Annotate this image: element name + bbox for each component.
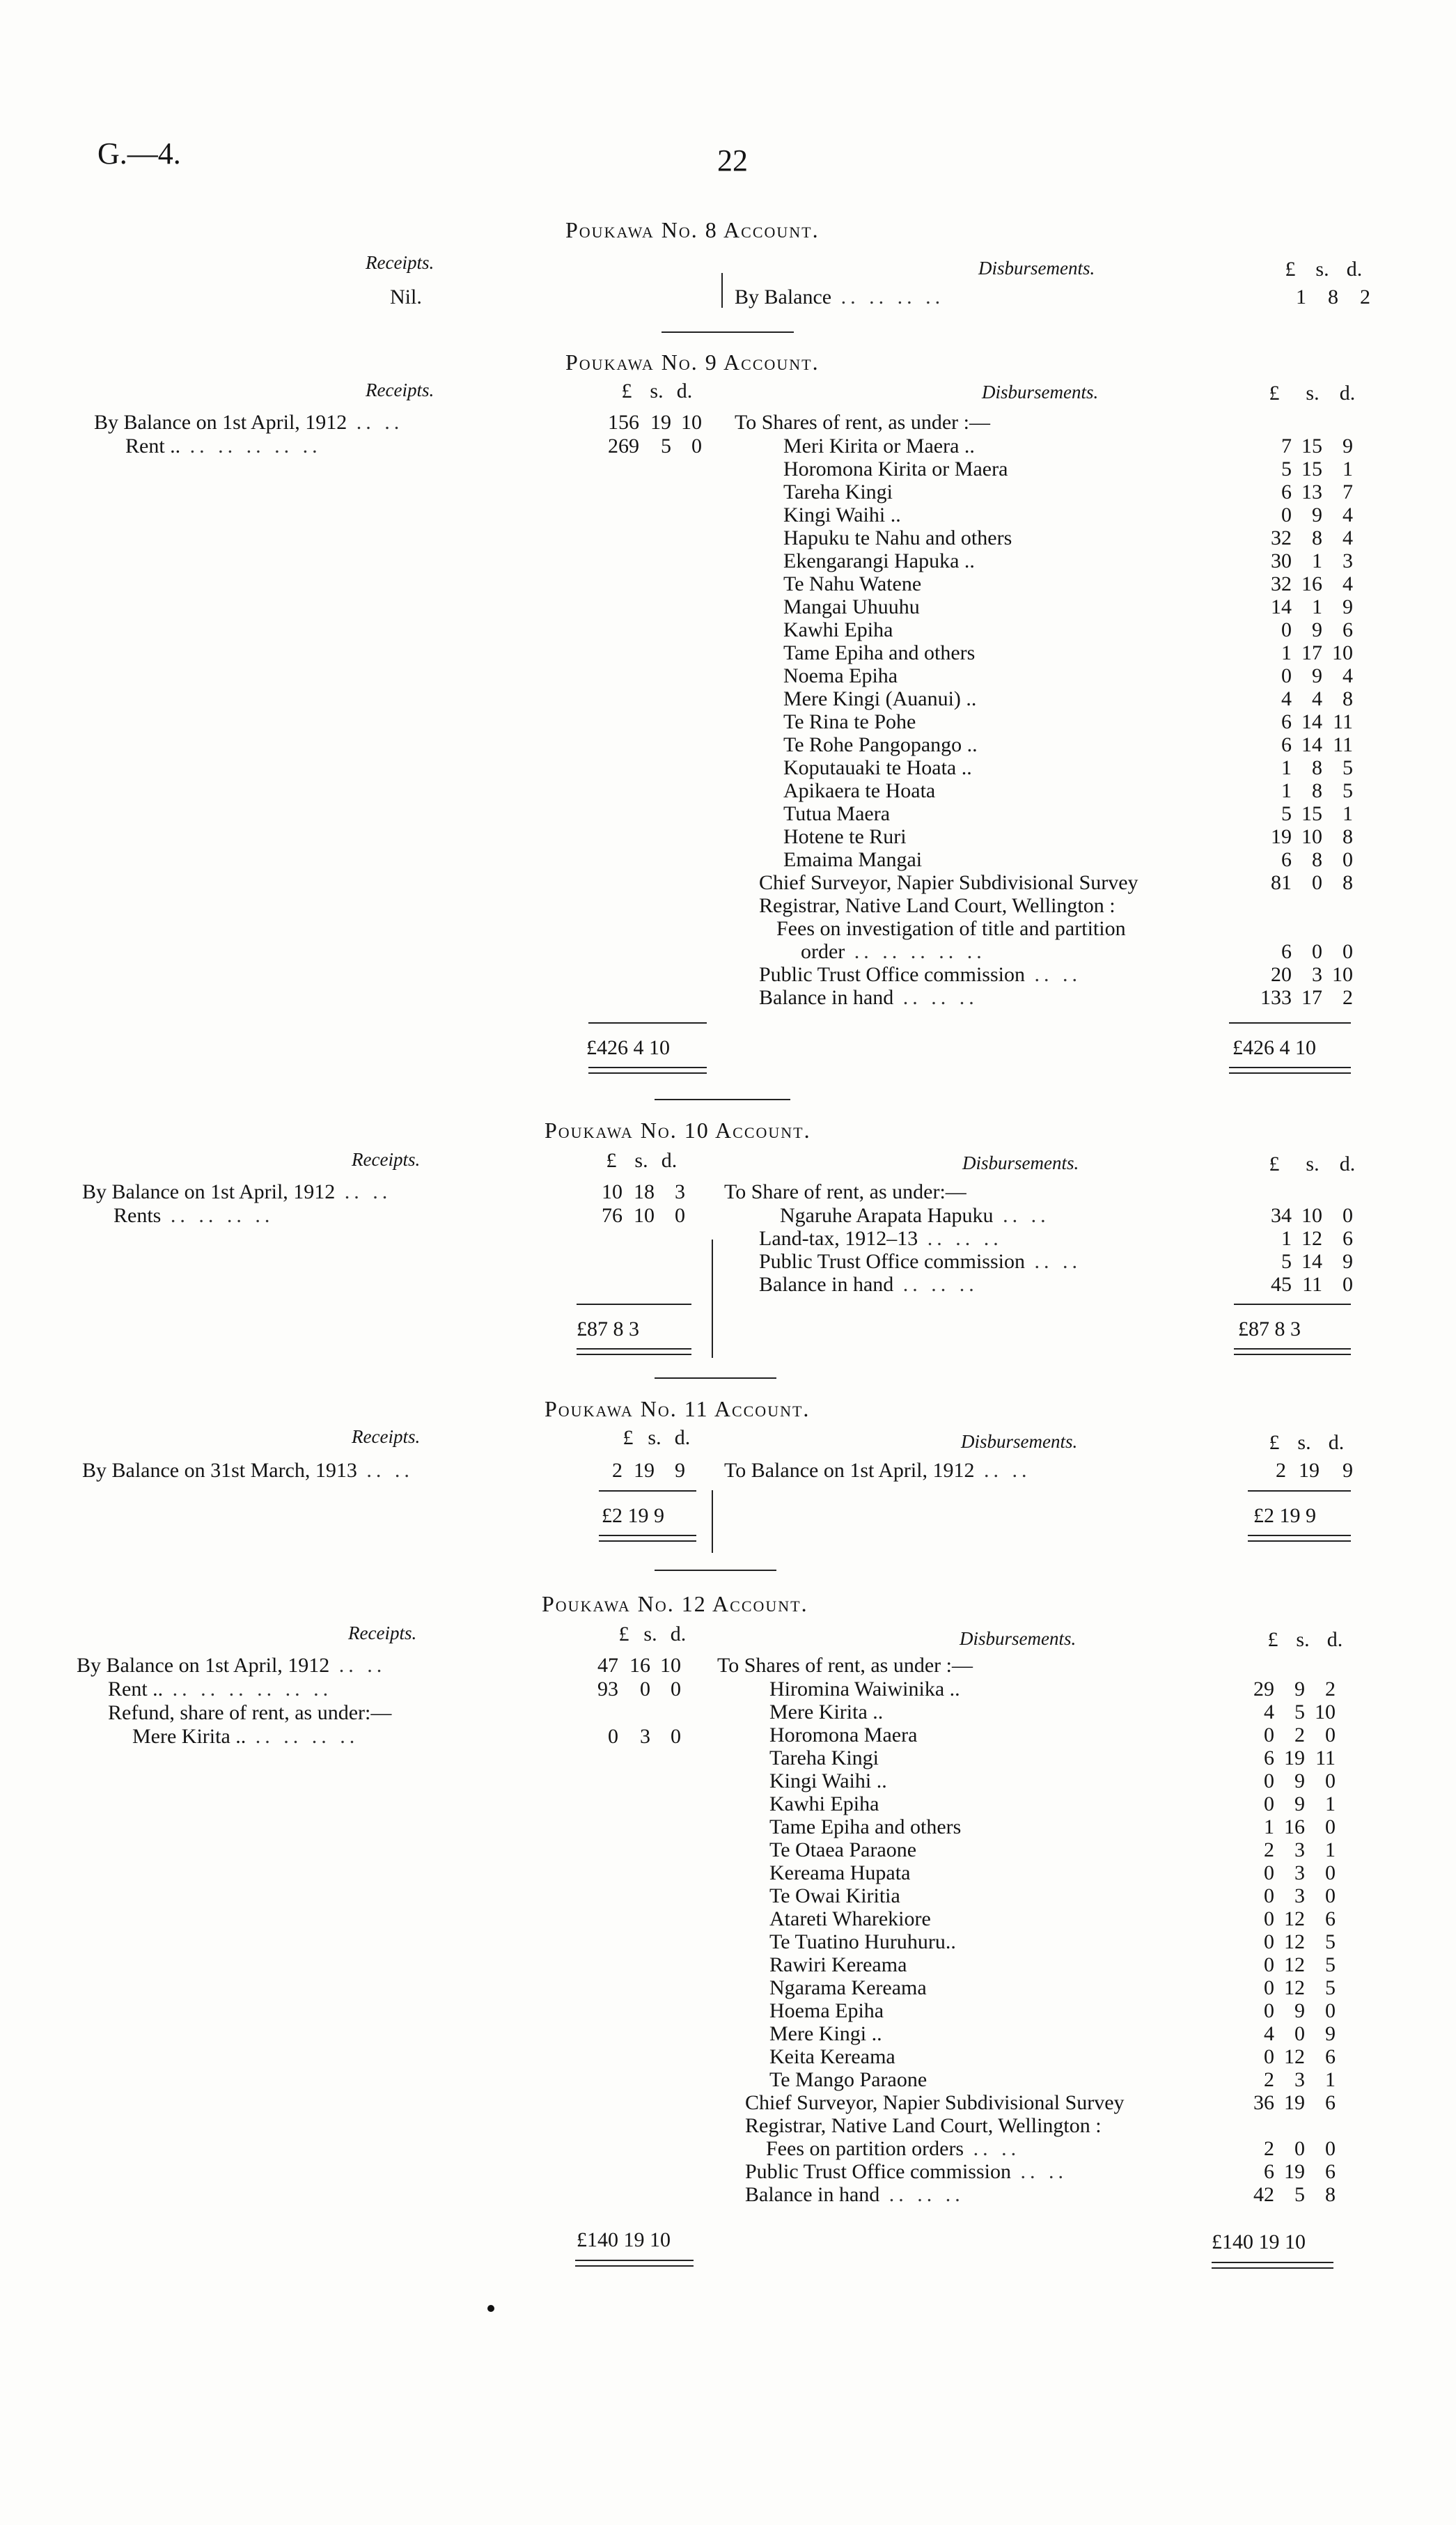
amount: 7 15 9 [1281,435,1353,458]
disbursement-line: Hapuku te Nahu and others [783,526,1012,549]
amount: 5 15 1 [1281,458,1353,480]
amount: 0 3 0 [1264,1884,1336,1907]
disbursement-list [783,435,1012,871]
disbursement-line: To Balance on 1st April, 1912 .. .. [724,1459,1031,1482]
money-header: £ s. d. [1267,1628,1343,1651]
disbursement-line: Kawhi Epiha [769,1792,879,1815]
disbursement-line: Kingi Waihi .. [783,503,901,526]
amount: 6 19 11 [1264,1746,1336,1769]
amount: 14 1 9 [1271,595,1353,618]
amount: 2 19 9 [612,1459,685,1482]
amount: 2 0 0 [1264,2137,1336,2160]
amount: 0 9 4 [1281,664,1353,687]
disbursement-line: Tareha Kingi [783,480,893,503]
amount: 32 8 4 [1271,526,1353,549]
disbursement-line: Hotene te Ruri [783,825,907,848]
amount: 0 2 0 [1264,1723,1336,1746]
amount: 34 10 0 [1271,1204,1353,1227]
amount: 4 4 8 [1281,687,1353,710]
money-header: £ s. d. [623,1426,691,1449]
balance-line: Balance in hand .. .. .. [759,1273,978,1296]
receipts-total: £426 4 10 [586,1036,670,1059]
amount: 93 0 0 [597,1678,681,1701]
amount: 76 10 0 [602,1204,685,1227]
receipts-list [94,411,403,458]
receipt-line: By Balance on 1st April, 1912 .. .. [77,1654,386,1677]
amount: 0 12 5 [1264,1930,1336,1953]
disbursement-heading: To Share of rent, as under:— [724,1180,966,1203]
disbursement-line: Hiromina Waiwinika .. [769,1678,960,1701]
registrar-line: Registrar, Native Land Court, Wellington : [745,2114,1102,2137]
amount: 2 3 1 [1264,2068,1336,2091]
money-header: £ s. d. [1269,382,1356,405]
amount: 42 5 8 [1253,2183,1336,2206]
ptoc-line: Public Trust Office commission .. .. [745,2160,1067,2183]
amount: 45 11 0 [1271,1273,1353,1296]
receipts-total: £87 8 3 [577,1318,639,1340]
money-header: £ s. d. [1269,1431,1345,1454]
amount: 1 8 2 [1296,286,1370,308]
balance-line: Balance in hand .. .. .. [759,986,978,1009]
disbursement-line: Keita Kereama [769,2045,895,2068]
amount: 30 1 3 [1271,549,1353,572]
money-header: £ s. d. [1285,258,1363,281]
disbursements-total: £140 19 10 [1212,2230,1306,2253]
amount: 1 12 6 [1281,1227,1353,1250]
disbursement-line: Tame Epiha and others [783,641,976,664]
amount: 0 9 0 [1264,1769,1336,1792]
ptoc-line: Public Trust Office commission .. .. [759,963,1081,986]
disbursement-line: Te Mango Paraone [769,2068,927,2091]
disbursement-line: Te Rohe Pangopango .. [783,733,978,756]
account-title: Poukawa No. 11 Account. [545,1396,811,1421]
receipt-line: Rent .. .. .. .. .. .. [125,435,322,458]
receipts-amounts [592,411,702,458]
amount: 6 8 0 [1281,848,1353,871]
amount: 81 0 8 [1271,871,1353,894]
ptoc-line: Public Trust Office commission .. .. [759,1250,1081,1273]
disbursement-line: Te Otaea Paraone [769,1838,917,1861]
disbursement-line: Noema Epiha [783,664,898,687]
disbursement-amounts [1232,1678,1336,2091]
amount: 0 12 6 [1264,1907,1336,1930]
disbursements-label: Disbursements. [978,258,1095,279]
chief-surveyor-line: Chief Surveyor, Napier Subdivisional Survey [745,2091,1125,2114]
disbursement-line: Tame Epiha and others [769,1815,962,1838]
receipts-label: Receipts. [352,1426,421,1447]
disbursement-line: Rawiri Kereama [769,1953,907,1976]
fees-line: Fees on investigation of title and partition [776,917,1126,940]
amount: 6 19 6 [1264,2160,1336,2183]
amount: 0 12 6 [1264,2045,1336,2068]
account-title: Poukawa No. 8 Account. [565,217,820,242]
receipts-list [82,1180,391,1228]
disbursement-line: Emaima Mangai [783,848,923,871]
disbursements-total: £2 19 9 [1253,1504,1316,1527]
receipts-amounts [575,1180,685,1228]
account-title: Poukawa No. 9 Account. [565,350,820,375]
disbursement-line: Te Tuatino Huruhuru.. [769,1930,956,1953]
receipts-total: £2 19 9 [602,1504,664,1527]
disbursement-line: Te Owai Kiritia [769,1884,900,1907]
registrar-line: Registrar, Native Land Court, Wellington : [759,894,1116,917]
receipt-line: Rent .. .. .. .. .. .. .. [108,1678,333,1701]
amount: 19 10 8 [1271,825,1353,848]
receipts-amounts [571,1654,681,1749]
disbursement-line: Koputauaki te Hoata .. [783,756,972,779]
disbursements-total: £87 8 3 [1238,1318,1301,1340]
amount: 2 3 1 [1264,1838,1336,1861]
disbursement-line: Kereama Hupata [769,1861,911,1884]
amount: 4 0 9 [1264,2022,1336,2045]
receipts-label: Receipts. [366,380,435,400]
amount: 133 17 2 [1260,986,1353,1009]
order-line: order .. .. .. .. .. [801,940,986,963]
disbursement-heading: To Shares of rent, as under :— [717,1654,973,1677]
money-header: £ s. d. [1269,1152,1356,1175]
disbursements-label: Disbursements. [961,1431,1078,1452]
amount: 5 14 9 [1281,1250,1353,1273]
page-number: 22 [717,143,748,178]
amount: 0 12 5 [1264,1953,1336,1976]
disbursement-line: Tareha Kingi [769,1746,879,1769]
amount: 2 19 9 [1276,1459,1353,1482]
landtax-line: Land-tax, 1912–13 .. .. .. [759,1227,1003,1250]
amount: 6 13 7 [1281,480,1353,503]
disbursement-line: Kingi Waihi .. [769,1769,887,1792]
account-title: Poukawa No. 12 Account. [542,1591,808,1616]
receipts-nil: Nil. [390,286,422,308]
disbursement-line: Ekengarangi Hapuka .. [783,549,975,572]
disbursement-line: Hoema Epiha [769,1999,884,2022]
disbursement-line: Mere Kirita .. [769,1701,884,1723]
disbursement-line: Kawhi Epiha [783,618,893,641]
amount: 29 9 2 [1253,1678,1336,1701]
disbursement-line: Meri Kirita or Maera .. [783,435,975,458]
amount: 156 19 10 [608,411,702,434]
receipts-label: Receipts. [352,1149,421,1170]
amount: 32 16 4 [1271,572,1353,595]
receipts-list [77,1654,391,1749]
refund-heading: Refund, share of rent, as under:— [108,1701,392,1724]
disbursement-line: Mere Kingi .. [769,2022,882,2045]
amount: 1 8 5 [1281,756,1353,779]
amount: 0 3 0 [1264,1861,1336,1884]
disbursements-label: Disbursements. [962,1152,1079,1173]
receipts-label: Receipts. [366,252,435,273]
amount: 6 14 11 [1281,710,1353,733]
disbursement-amounts [1250,435,1353,871]
disbursement-line: Ngaruhe Arapata Hapuku .. .. [780,1204,1050,1227]
money-header: £ s. d. [606,1149,678,1172]
receipts-total: £140 19 10 [577,2228,671,2251]
document-ref: G.—4. [97,136,181,171]
page-mark [487,2305,494,2312]
disbursement-list [769,1678,961,2091]
amount: 0 9 4 [1281,503,1353,526]
amount: 0 9 1 [1264,1792,1336,1815]
receipt-line: Rents .. .. .. .. [113,1204,274,1227]
disbursement-line: Mangai Uhuuhu [783,595,920,618]
account-title: Poukawa No. 10 Account. [545,1118,811,1143]
receipts-label: Receipts. [348,1623,417,1643]
amount: 1 8 5 [1281,779,1353,802]
amount: 6 14 11 [1281,733,1353,756]
disbursement-line: Te Rina te Pohe [783,710,916,733]
disbursement-line: By Balance .. .. .. .. [735,286,945,308]
disbursement-line: Ngarama Kereama [769,1976,927,1999]
disbursement-line: Apikaera te Hoata [783,779,936,802]
amount: 1 17 10 [1281,641,1353,664]
disbursements-label: Disbursements. [982,382,1099,402]
amount: 10 18 3 [602,1180,685,1203]
disbursement-line: Te Nahu Watene [783,572,922,595]
amount: 6 0 0 [1281,940,1353,963]
amount: 47 16 10 [597,1654,681,1677]
amount: 1 16 0 [1264,1815,1336,1838]
amount: 20 3 10 [1271,963,1353,986]
amount: 4 5 10 [1264,1701,1336,1723]
amount: 36 19 6 [1253,2091,1336,2114]
receipt-line: By Balance on 1st April, 1912 .. .. [94,411,404,434]
disbursement-heading: To Shares of rent, as under :— [735,411,990,434]
receipt-line: Mere Kirita .. .. .. .. .. [132,1725,359,1748]
receipt-line: By Balance on 31st March, 1913 .. .. [82,1459,414,1482]
amount: 0 3 0 [608,1725,681,1748]
amount: 0 9 6 [1281,618,1353,641]
receipt-line: By Balance on 1st April, 1912 .. .. [82,1180,392,1203]
amount: 269 5 0 [608,435,702,458]
fees-line: Fees on partition orders .. .. [766,2137,1021,2160]
chief-surveyor-line: Chief Surveyor, Napier Subdivisional Survey [759,871,1138,894]
disbursement-line: Mere Kingi (Auanui) .. [783,687,977,710]
disbursements-label: Disbursements. [960,1628,1077,1649]
disbursement-line: Horomona Kirita or Maera [783,458,1008,480]
disbursement-line: Horomona Maera [769,1723,918,1746]
balance-line: Balance in hand .. .. .. [745,2183,964,2206]
disbursements-total: £426 4 10 [1232,1036,1316,1059]
disbursement-line: Atareti Wharekiore [769,1907,931,1930]
amount: 0 9 0 [1264,1999,1336,2022]
disbursement-line: Tutua Maera [783,802,891,825]
money-header: £ s. d. [618,1623,687,1645]
amount: 0 12 5 [1264,1976,1336,1999]
money-header: £ s. d. [621,380,693,402]
amount: 5 15 1 [1281,802,1353,825]
